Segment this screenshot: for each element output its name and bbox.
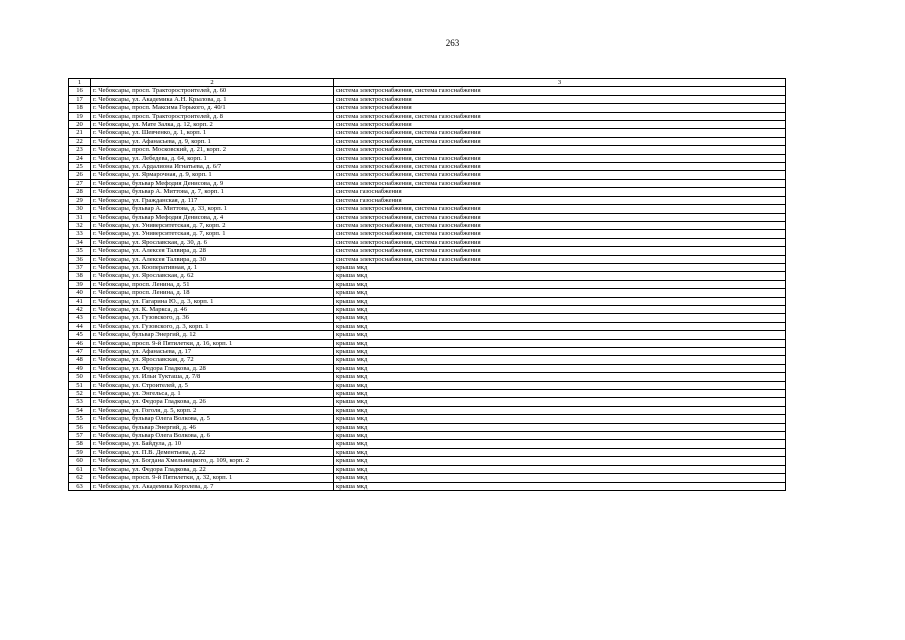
row-address: г. Чебоксары, ул. Гражданская, д. 117 — [91, 196, 334, 204]
row-number: 62 — [69, 474, 91, 482]
row-systems: крыша мкд — [334, 373, 786, 381]
row-systems: система электроснабжения — [334, 146, 786, 154]
row-number: 39 — [69, 280, 91, 288]
row-number: 20 — [69, 121, 91, 129]
row-address: г. Чебоксары, ул. Алексея Талвира, д. 30 — [91, 255, 334, 263]
table-row — [69, 213, 786, 221]
row-systems: крыша мкд — [334, 423, 786, 431]
row-systems: крыша мкд — [334, 432, 786, 440]
row-number: 27 — [69, 179, 91, 187]
row-systems: система электроснабжения, система газоснабжения — [334, 213, 786, 221]
row-number: 59 — [69, 448, 91, 456]
row-number: 40 — [69, 289, 91, 297]
row-systems: система электроснабжения, система газоснабжения — [334, 171, 786, 179]
row-systems: система электроснабжения, система газоснабжения — [334, 255, 786, 263]
table-row — [69, 432, 786, 440]
row-systems: крыша мкд — [334, 398, 786, 406]
row-number: 53 — [69, 398, 91, 406]
row-systems: система электроснабжения, система газоснабжения — [334, 87, 786, 95]
row-address: г. Чебоксары, ул. Богдана Хмельницкого, д. 109, корп. 2 — [91, 457, 334, 465]
row-number: 50 — [69, 373, 91, 381]
row-systems: система электроснабжения, система газоснабжения — [334, 137, 786, 145]
header-col-3: 3 — [334, 79, 786, 87]
row-number: 19 — [69, 112, 91, 120]
page-number: 263 — [445, 38, 460, 48]
row-number: 25 — [69, 163, 91, 171]
row-address: г. Чебоксары, ул. Гузовского, д. 3, корп. 1 — [91, 322, 334, 330]
table-row — [69, 381, 786, 389]
row-systems: крыша мкд — [334, 314, 786, 322]
row-systems: крыша мкд — [334, 390, 786, 398]
row-number: 47 — [69, 348, 91, 356]
table-row — [69, 205, 786, 213]
row-systems: крыша мкд — [334, 356, 786, 364]
table-row — [69, 280, 786, 288]
row-systems: система газоснабжения — [334, 188, 786, 196]
row-number: 55 — [69, 415, 91, 423]
row-number: 60 — [69, 457, 91, 465]
table-row — [69, 331, 786, 339]
row-systems: система электроснабжения, система газоснабжения — [334, 154, 786, 162]
row-number: 38 — [69, 272, 91, 280]
row-systems: система электроснабжения, система газоснабжения — [334, 205, 786, 213]
row-number: 51 — [69, 381, 91, 389]
table-row — [69, 390, 786, 398]
row-number: 43 — [69, 314, 91, 322]
row-address: г. Чебоксары, ул. Ярославская, д. 72 — [91, 356, 334, 364]
table-row — [69, 423, 786, 431]
row-address: г. Чебоксары, ул. Федора Гладкова, д. 22 — [91, 465, 334, 473]
row-number: 31 — [69, 213, 91, 221]
table-row — [69, 137, 786, 145]
row-systems: система электроснабжения — [334, 95, 786, 103]
table-body — [69, 79, 786, 491]
table-row — [69, 348, 786, 356]
table-row — [69, 314, 786, 322]
row-number: 35 — [69, 247, 91, 255]
table-header-row — [69, 79, 786, 87]
table-row — [69, 398, 786, 406]
row-systems: крыша мкд — [334, 440, 786, 448]
row-address: г. Чебоксары, ул. Афанасьева, д. 17 — [91, 348, 334, 356]
row-number: 52 — [69, 390, 91, 398]
row-address: г. Чебоксары, ул. Академика Королева, д. 7 — [91, 482, 334, 490]
row-address: г. Чебоксары, ул. Ардалиона Игнатьева, д. 6/7 — [91, 163, 334, 171]
row-systems: крыша мкд — [334, 263, 786, 271]
row-systems: крыша мкд — [334, 289, 786, 297]
table-row — [69, 406, 786, 414]
row-systems: крыша мкд — [334, 322, 786, 330]
table-row — [69, 87, 786, 95]
row-systems: крыша мкд — [334, 415, 786, 423]
row-systems: система электроснабжения, система газоснабжения — [334, 230, 786, 238]
row-number: 28 — [69, 188, 91, 196]
table-row — [69, 104, 786, 112]
row-address: г. Чебоксары, просп. Московский, д. 21, корп. 2 — [91, 146, 334, 154]
row-number: 29 — [69, 196, 91, 204]
row-address: г. Чебоксары, ул. Афанасьева, д. 9, корп. 1 — [91, 137, 334, 145]
table-row — [69, 364, 786, 372]
row-address: г. Чебоксары, ул. Ильи Тукташа, д. 7/8 — [91, 373, 334, 381]
table-row — [69, 112, 786, 120]
row-number: 18 — [69, 104, 91, 112]
row-address: г. Чебоксары, ул. Строителей, д. 5 — [91, 381, 334, 389]
table-row — [69, 221, 786, 229]
row-address: г. Чебоксары, ул. Гагарина Ю., д. 3, корп. 1 — [91, 297, 334, 305]
row-systems: крыша мкд — [334, 406, 786, 414]
row-systems: крыша мкд — [334, 272, 786, 280]
row-number: 34 — [69, 238, 91, 246]
table-row — [69, 339, 786, 347]
table-row — [69, 146, 786, 154]
row-address: г. Чебоксары, бульвар А. Миттова, д. 33, корп. 1 — [91, 205, 334, 213]
row-address: г. Чебоксары, ул. Академика А.Н. Крылова, д. 1 — [91, 95, 334, 103]
table-row — [69, 415, 786, 423]
row-address: г. Чебоксары, ул. Гузовского, д. 36 — [91, 314, 334, 322]
row-address: г. Чебоксары, ул. К. Маркса, д. 46 — [91, 305, 334, 313]
row-address: г. Чебоксары, бульвар Олега Волкова, д. 6 — [91, 432, 334, 440]
table-row — [69, 171, 786, 179]
table-row — [69, 297, 786, 305]
row-number: 63 — [69, 482, 91, 490]
row-address: г. Чебоксары, бульвар Энергий, д. 46 — [91, 423, 334, 431]
table-row — [69, 305, 786, 313]
row-systems: система электроснабжения, система газоснабжения — [334, 179, 786, 187]
row-address: г. Чебоксары, ул. Алексея Талвира, д. 28 — [91, 247, 334, 255]
row-address: г. Чебоксары, просп. Ленина, д. 51 — [91, 280, 334, 288]
row-number: 32 — [69, 221, 91, 229]
table-row — [69, 179, 786, 187]
row-number: 30 — [69, 205, 91, 213]
row-number: 26 — [69, 171, 91, 179]
row-address: г. Чебоксары, ул. Федора Гладкова, д. 26 — [91, 398, 334, 406]
table-row — [69, 255, 786, 263]
row-address: г. Чебоксары, ул. Университетская, д. 7, корп. 1 — [91, 230, 334, 238]
row-systems: крыша мкд — [334, 280, 786, 288]
row-address: г. Чебоксары, просп. Ленина, д. 18 — [91, 289, 334, 297]
row-address: г. Чебоксары, просп. Тракторостроителей, д. 60 — [91, 87, 334, 95]
row-address: г. Чебоксары, бульвар Мефодия Денисова, д. 9 — [91, 179, 334, 187]
table-row — [69, 289, 786, 297]
row-systems: крыша мкд — [334, 465, 786, 473]
row-address: г. Чебоксары, ул. Лебедева, д. 64, корп. 1 — [91, 154, 334, 162]
row-address: г. Чебоксары, ул. Шевченко, д. 1, корп. 1 — [91, 129, 334, 137]
row-address: г. Чебоксары, ул. Мате Залка, д. 12, корп. 2 — [91, 121, 334, 129]
row-systems: крыша мкд — [334, 305, 786, 313]
row-number: 54 — [69, 406, 91, 414]
row-number: 36 — [69, 255, 91, 263]
row-number: 45 — [69, 331, 91, 339]
row-number: 37 — [69, 263, 91, 271]
row-systems: система газоснабжения — [334, 196, 786, 204]
table-row — [69, 163, 786, 171]
row-number: 21 — [69, 129, 91, 137]
row-number: 42 — [69, 305, 91, 313]
row-number: 56 — [69, 423, 91, 431]
table-row — [69, 188, 786, 196]
row-systems: система электроснабжения — [334, 121, 786, 129]
row-number: 58 — [69, 440, 91, 448]
table-row — [69, 154, 786, 162]
row-address: г. Чебоксары, ул. Ярославская, д. 62 — [91, 272, 334, 280]
row-address: г. Чебоксары, ул. Ярославская, д. 30, д. 6 — [91, 238, 334, 246]
row-number: 46 — [69, 339, 91, 347]
row-systems: крыша мкд — [334, 482, 786, 490]
row-address: г. Чебоксары, ул. Ярмарочная, д. 9, корп. 1 — [91, 171, 334, 179]
row-number: 61 — [69, 465, 91, 473]
table-row — [69, 482, 786, 490]
row-address: г. Чебоксары, бульвар А. Миттова, д. 7, корп. 1 — [91, 188, 334, 196]
row-address: г. Чебоксары, бульвар Мефодия Денисова, д. 4 — [91, 213, 334, 221]
row-address: г. Чебоксары, бульвар Олега Волкова, д. 5 — [91, 415, 334, 423]
table-row — [69, 474, 786, 482]
table-row — [69, 457, 786, 465]
table-row — [69, 465, 786, 473]
table-row — [69, 356, 786, 364]
table-row — [69, 121, 786, 129]
header-col-2: 2 — [91, 79, 334, 87]
row-number: 49 — [69, 364, 91, 372]
register-table — [68, 78, 786, 491]
table-row — [69, 440, 786, 448]
table-row — [69, 238, 786, 246]
row-systems: система электроснабжения, система газоснабжения — [334, 221, 786, 229]
row-address: г. Чебоксары, ул. Гоголя, д. 5, корп. 2 — [91, 406, 334, 414]
table-row — [69, 230, 786, 238]
row-systems: крыша мкд — [334, 331, 786, 339]
table-row — [69, 129, 786, 137]
row-number: 24 — [69, 154, 91, 162]
row-systems: система электроснабжения, система газоснабжения — [334, 163, 786, 171]
table-row — [69, 373, 786, 381]
row-systems: крыша мкд — [334, 297, 786, 305]
row-number: 48 — [69, 356, 91, 364]
row-number: 33 — [69, 230, 91, 238]
row-address: г. Чебоксары, ул. Байдула, д. 10 — [91, 440, 334, 448]
row-number: 57 — [69, 432, 91, 440]
row-systems: система электроснабжения, система газоснабжения — [334, 129, 786, 137]
row-address: г. Чебоксары, просп. 9-й Пятилетки, д. 32, корп. 1 — [91, 474, 334, 482]
row-number: 22 — [69, 137, 91, 145]
table-row — [69, 247, 786, 255]
row-number: 23 — [69, 146, 91, 154]
table-row — [69, 322, 786, 330]
table-row — [69, 272, 786, 280]
row-systems: система электроснабжения — [334, 104, 786, 112]
row-number: 16 — [69, 87, 91, 95]
table-row — [69, 263, 786, 271]
table-row — [69, 448, 786, 456]
row-systems: система электроснабжения, система газоснабжения — [334, 112, 786, 120]
row-systems: крыша мкд — [334, 457, 786, 465]
row-systems: крыша мкд — [334, 474, 786, 482]
row-address: г. Чебоксары, ул. Энгельса, д. 1 — [91, 390, 334, 398]
row-address: г. Чебоксары, ул. Федора Гладкова, д. 28 — [91, 364, 334, 372]
row-address: г. Чебоксары, просп. 9-й Пятилетки, д. 16, корп. 1 — [91, 339, 334, 347]
row-number: 17 — [69, 95, 91, 103]
row-systems: крыша мкд — [334, 339, 786, 347]
row-number: 44 — [69, 322, 91, 330]
row-systems: система электроснабжения, система газоснабжения — [334, 238, 786, 246]
row-address: г. Чебоксары, ул. Кооперативная, д. 1 — [91, 263, 334, 271]
row-address: г. Чебоксары, ул. П.В. Дементьева, д. 22 — [91, 448, 334, 456]
row-systems: крыша мкд — [334, 448, 786, 456]
row-systems: крыша мкд — [334, 364, 786, 372]
row-systems: крыша мкд — [334, 348, 786, 356]
table-row — [69, 95, 786, 103]
table-row — [69, 196, 786, 204]
row-systems: крыша мкд — [334, 381, 786, 389]
row-address: г. Чебоксары, просп. Тракторостроителей, д. 8 — [91, 112, 334, 120]
header-col-1: 1 — [69, 79, 91, 87]
row-systems: система электроснабжения, система газоснабжения — [334, 247, 786, 255]
row-address: г. Чебоксары, бульвар Энергий, д. 12 — [91, 331, 334, 339]
row-number: 41 — [69, 297, 91, 305]
row-address: г. Чебоксары, просп. Максима Горького, д. 40/1 — [91, 104, 334, 112]
row-address: г. Чебоксары, ул. Университетская, д. 7, корп. 2 — [91, 221, 334, 229]
